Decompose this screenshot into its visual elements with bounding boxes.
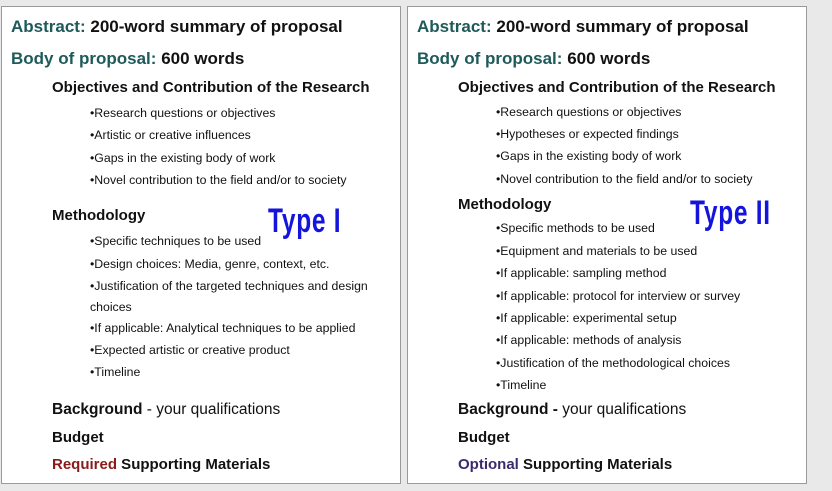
abstract-text: 200-word summary of proposal: [90, 17, 343, 36]
abstract-line: [11, 17, 343, 37]
methodology-item: •Specific methods to be used: [496, 221, 655, 235]
methodology-heading: Methodology: [52, 207, 146, 224]
abstract-label: Abstract:: [11, 17, 86, 36]
methodology-item: •Timeline: [90, 365, 141, 379]
background-text: your qualifications: [557, 401, 687, 418]
materials-line: [52, 456, 270, 474]
background-line: [52, 401, 280, 419]
objectives-heading: Objectives and Contribution of the Research: [458, 79, 776, 96]
objectives-item: •Hypotheses or expected findings: [496, 127, 679, 141]
materials-optional-label: Optional: [458, 456, 519, 473]
materials-text: Supporting Materials: [518, 456, 673, 473]
objectives-item: •Research questions or objectives: [496, 105, 682, 119]
materials-required-label: Required: [52, 456, 118, 473]
background-label: Background: [52, 401, 143, 418]
objectives-heading: Objectives and Contribution of the Research: [52, 79, 370, 96]
objectives-item: •Artistic or creative influences: [90, 128, 251, 142]
budget-line: Budget: [52, 429, 104, 446]
body-label: Body of proposal:: [417, 49, 563, 68]
body-label: Body of proposal:: [11, 49, 157, 68]
objectives-item: •Novel contribution to the field and/or to society: [496, 172, 753, 186]
methodology-item: •If applicable: protocol for interview or survey: [496, 289, 741, 303]
proposal-panel-type-2: [407, 6, 807, 484]
budget-line: Budget: [458, 429, 510, 446]
objectives-item: •Gaps in the existing body of work: [496, 149, 682, 163]
objectives-item: •Novel contribution to the field and/or to society: [90, 173, 347, 187]
methodology-item: •Specific techniques to be used: [90, 234, 262, 248]
methodology-item: •Justification of the targeted techniques and design choices: [90, 279, 368, 314]
body-line: [11, 49, 244, 69]
background-label: Background -: [458, 401, 558, 418]
body-text: 600 words: [161, 49, 245, 68]
background-line: [458, 401, 686, 419]
methodology-item: •If applicable: methods of analysis: [496, 333, 682, 347]
materials-line: [458, 456, 672, 474]
abstract-label: Abstract:: [417, 17, 492, 36]
methodology-item: •Expected artistic or creative product: [90, 343, 290, 357]
background-text: - your qualifications: [142, 401, 281, 418]
materials-text: Supporting Materials: [117, 456, 271, 473]
methodology-item: •If applicable: experimental setup: [496, 311, 677, 325]
objectives-item: •Research questions or objectives: [90, 106, 276, 120]
methodology-item: •Design choices: Media, genre, context, etc.: [90, 257, 330, 271]
body-line: [417, 49, 650, 69]
methodology-item: •If applicable: sampling method: [496, 266, 667, 280]
abstract-line: [417, 17, 749, 37]
methodology-item: •Equipment and materials to be used: [496, 244, 698, 258]
objectives-item: •Gaps in the existing body of work: [90, 151, 276, 165]
methodology-item: •If applicable: Analytical techniques to be applied: [90, 321, 356, 335]
abstract-text: 200-word summary of proposal: [496, 17, 749, 36]
type-label-stamp: Type II: [690, 194, 771, 232]
methodology-item: •Timeline: [496, 378, 547, 392]
proposal-panel-type-1: [1, 6, 401, 484]
methodology-item: •Justification of the methodological choices: [496, 356, 730, 370]
methodology-heading: Methodology: [458, 196, 552, 213]
body-text: 600 words: [567, 49, 651, 68]
type-label-stamp: Type I: [268, 202, 342, 240]
